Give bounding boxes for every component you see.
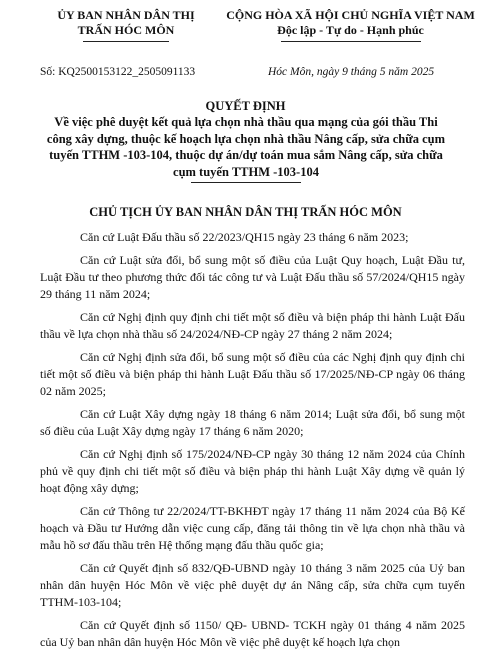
subject-line: Về việc phê duyệt kết quả lựa chọn nhà thầu qua mạng của gói thầu Thi <box>54 115 438 129</box>
document-subject <box>36 114 456 183</box>
subject-underline <box>191 182 301 183</box>
legal-basis-paragraph: Căn cứ Luật Đấu thầu số 22/2023/QH15 ngày 23 tháng 6 năm 2023; <box>80 230 409 244</box>
legal-basis-paragraph: Căn cứ Nghị định quy định chi tiết một số điều và biện pháp thi hành Luật Đấu thầu về lựa chọn nhà thầu số 24/2024/NĐ-CP ngày 27 tháng 2 năm 2024; <box>40 310 465 341</box>
issuing-authority <box>26 8 226 42</box>
national-motto <box>210 8 491 42</box>
subject-line: tuyến TTHM -103-104, thuộc dự án/dự toán mua sắm Nâng cấp, sửa chữa <box>49 148 443 162</box>
country-name: CỘNG HÒA XÃ HỘI CHỦ NGHĨA VIỆT NAM <box>226 8 475 22</box>
document-title: QUYẾT ĐỊNH <box>205 99 286 113</box>
legal-basis-paragraph: Căn cứ Luật Xây dựng ngày 18 tháng 6 năm 2014; Luật sửa đổi, bổ sung một số điều của Luật Xây dựng ngày 17 tháng 6 năm 2020; <box>40 407 465 438</box>
legal-basis-paragraph: Căn cứ Quyết định số 832/QĐ-UBND ngày 10 tháng 3 năm 2025 của Uỷ ban nhân dân huyện Hóc Môn về việc phê duyệt dự án Nâng cấp, sửa chữa cụm tuyến TTHM-103-104; <box>40 561 465 609</box>
authority-line-2: TRẤN HÓC MÔN <box>77 23 175 37</box>
document-number: Số: KQ2500153122_2505091133 <box>40 66 196 78</box>
motto-underline <box>281 41 421 42</box>
legal-basis-paragraph: Căn cứ Thông tư 22/2024/TT-BKHĐT ngày 17 tháng 11 năm 2024 của Bộ Kế hoạch và Đầu tư Hướng dẫn việc cung cấp, đăng tải thông tin về lựa chọn nhà thầu và mẫu hồ sơ đấu thầu trên Hệ thống mạng đấu thầu quốc gia; <box>40 504 465 552</box>
place-date: Hóc Môn, ngày 9 tháng 5 năm 2025 <box>268 66 435 78</box>
document-body <box>40 229 465 657</box>
issuer-heading: CHỦ TỊCH ỦY BAN NHÂN DÂN THỊ TRẤN HÓC MÔN <box>89 205 402 219</box>
subject-line: công xây dựng, thuộc kế hoạch lựa chọn nhà thầu Nâng cấp, sửa chữa cụm <box>46 131 446 146</box>
authority-underline <box>83 41 169 42</box>
legal-basis-paragraph: Căn cứ Nghị định số 175/2024/NĐ-CP ngày 30 tháng 12 năm 2024 của Chính phủ về quy định chi tiết một số điều và biện pháp thi hành Luật Xây dựng về quản lý hoạt động xây dựng; <box>40 447 465 495</box>
legal-basis-paragraph: Căn cứ Quyết định số 1150/ QĐ- UBND- TCKH ngày 01 tháng 4 năm 2025 của Uỷ ban nhân dân huyện Hóc Môn về việc phê duyệt kế hoạch lựa chọn <box>40 618 465 649</box>
motto: Độc lập - Tự do - Hạnh phúc <box>277 23 424 37</box>
subject-line: cụm tuyến TTHM -103-104 <box>173 164 319 179</box>
authority-line-1: ỦY BAN NHÂN DÂN THỊ <box>57 8 195 22</box>
legal-basis-paragraph: Căn cứ Nghị định sửa đổi, bổ sung một số điều của các Nghị định quy định chi tiết một số điều và biện pháp thi hành Luật Đấu thầu số 17/2025/NĐ-CP ngày 06 tháng 02 năm 2025; <box>40 350 465 398</box>
legal-basis-paragraph: Căn cứ Luật sửa đổi, bổ sung một số điều của Luật Quy hoạch, Luật Đầu tư, Luật Đầu tư theo phương thức đối tác công tư và Luật Đấu thầu số 57/2024/QH15 ngày 29 tháng 11 năm 2024; <box>40 253 465 301</box>
